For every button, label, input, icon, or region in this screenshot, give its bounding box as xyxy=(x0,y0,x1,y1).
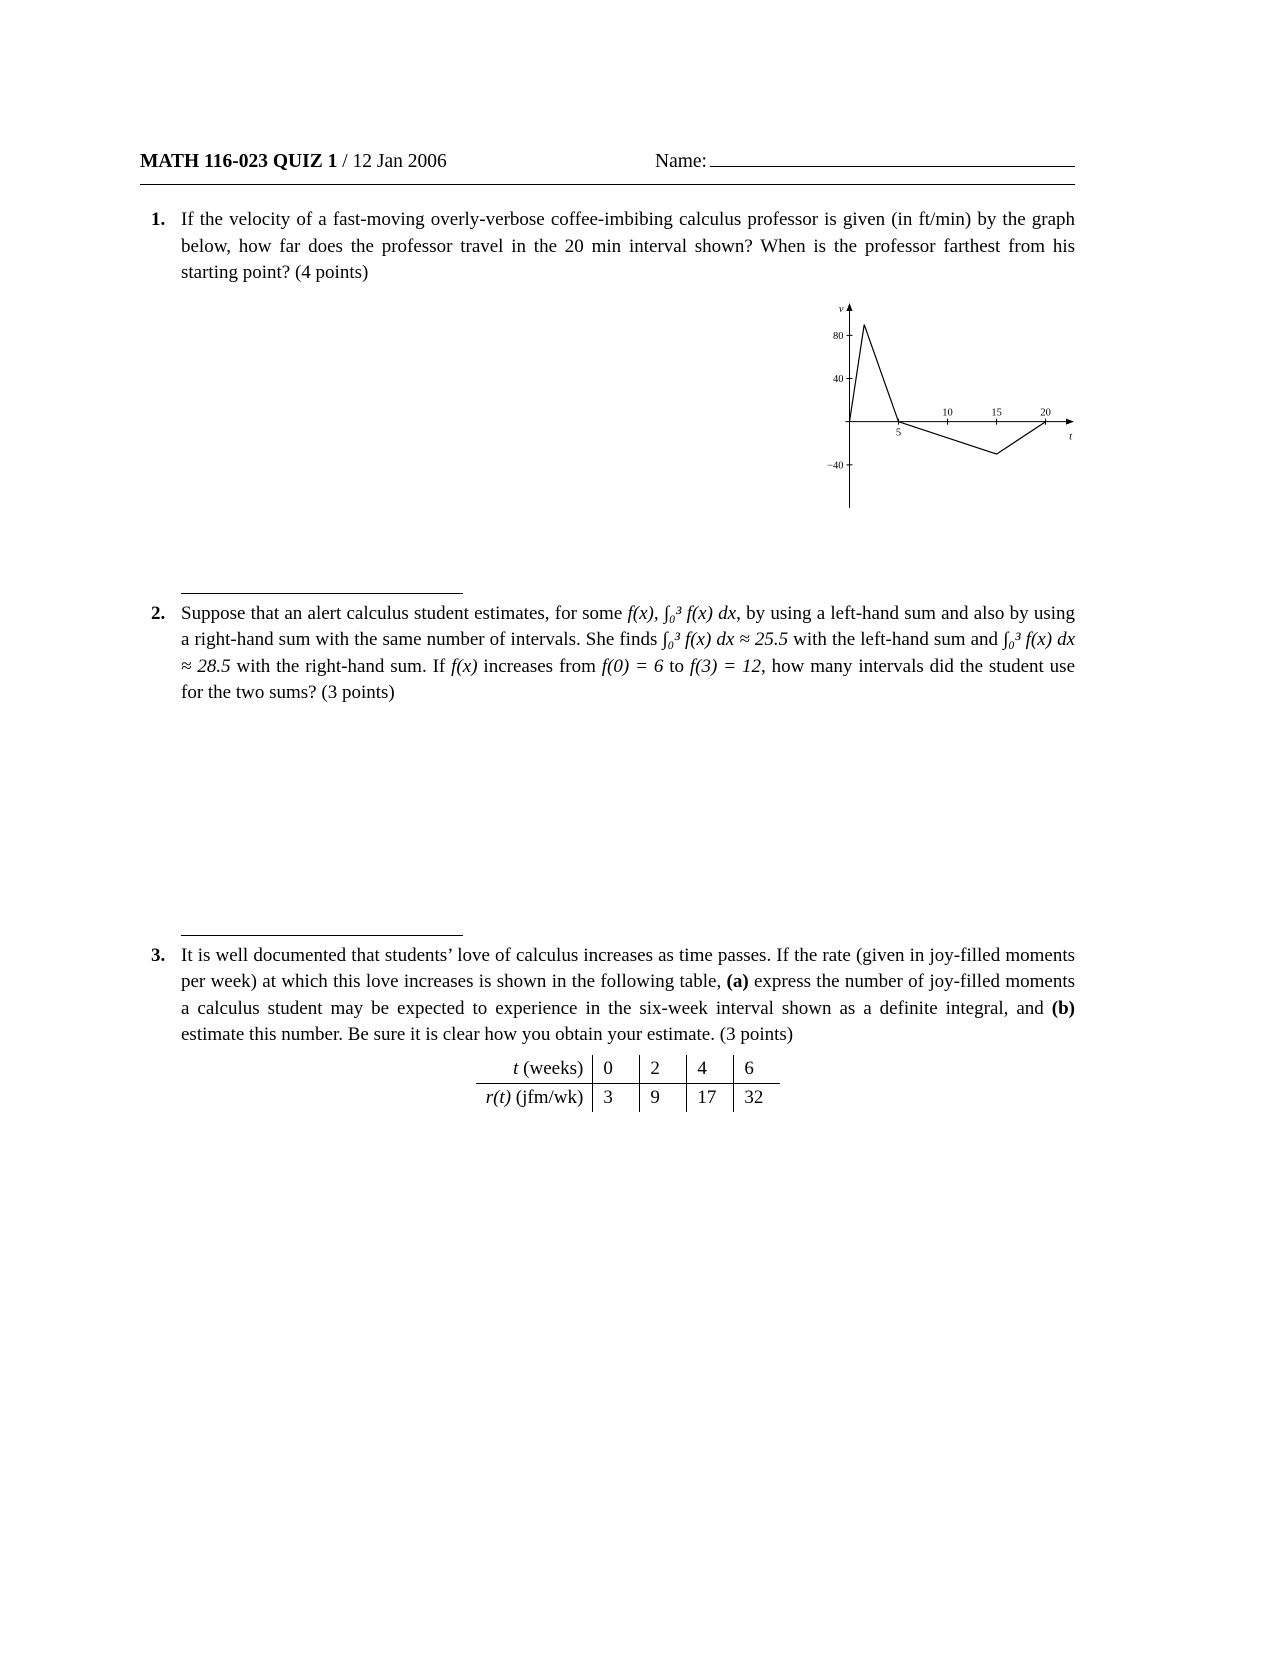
svg-text:−40: −40 xyxy=(827,460,844,472)
rate-table-row-r xyxy=(476,1083,781,1112)
p2-math-f0: f(0) = 6 xyxy=(601,655,664,677)
rate-table-cell: 4 xyxy=(687,1055,734,1084)
p2-math-right-sum: ∫₀³ f(x) dx ≈ 28.5 xyxy=(181,629,1076,677)
rate-table-cell: 17 xyxy=(687,1083,734,1112)
header-rule xyxy=(140,184,1075,185)
problem-2-number: 2. xyxy=(151,602,166,624)
answer-blank-2 xyxy=(181,935,463,936)
problem-3-number: 3. xyxy=(151,944,166,966)
rate-table-cell: 3 xyxy=(593,1083,640,1112)
svg-text:20: 20 xyxy=(1040,407,1051,419)
rate-table xyxy=(476,1055,781,1112)
svg-text:5: 5 xyxy=(895,427,902,439)
problem-1 xyxy=(140,207,1075,508)
rate-table-row-t xyxy=(476,1055,781,1084)
problem-2-text xyxy=(181,601,1075,707)
name-blank-line xyxy=(710,146,1075,167)
p3-seg: estimate this number. Be sure it is clear how you obtain your estimate. (3 points) xyxy=(181,1024,794,1046)
svg-text:80: 80 xyxy=(833,330,844,342)
problem-1-statement: If the velocity of a fast-moving overly-verbose coffee-imbibing calculus professor is given (in ft/min) by the graph below, how far does the professor travel in the 20 min interval shown? When is the professor farthest from his starting point? (4 points) xyxy=(181,209,1075,284)
course-title: MATH 116-023 QUIZ 1 xyxy=(140,151,338,173)
p2-math-fx: f(x) xyxy=(627,602,654,624)
p2-math-f3: f(3) = 12 xyxy=(689,655,761,677)
rate-table-t-label: t (weeks) xyxy=(476,1055,593,1084)
svg-text:40: 40 xyxy=(833,373,844,385)
velocity-graph xyxy=(825,303,1075,508)
svg-text:15: 15 xyxy=(991,407,1002,419)
rate-table-wrap xyxy=(181,1055,1075,1112)
svg-text:v: v xyxy=(838,303,844,315)
p2-math-integral: ∫₀³ f(x) dx xyxy=(663,602,737,624)
p2-seg: , xyxy=(653,602,664,624)
p2-seg: , by using a left-hand sum and also by using a right-hand sum with the same number of intervals. She finds xyxy=(181,602,1075,651)
problem-1-number: 1. xyxy=(151,209,166,231)
problem-3-text xyxy=(181,943,1075,1112)
problem-2 xyxy=(140,601,1075,707)
problem-3 xyxy=(140,943,1075,1112)
rate-table-r-label: r(t) (jfm/wk) xyxy=(485,1086,584,1108)
p2-seg: increases from xyxy=(477,655,602,677)
p3-part-a-label: (a) xyxy=(726,971,749,993)
rate-table-cell: 6 xyxy=(734,1055,781,1084)
velocity-graph-svg xyxy=(825,303,1075,508)
p3-part-b-label: (b) xyxy=(1051,997,1075,1019)
rate-table-cell: 32 xyxy=(734,1083,781,1112)
p3-seg: It is well documented that students’ love of calculus increases as time passes. If the rate (given in joy-filled moments per week) at which this love increases is shown in the following table, xyxy=(181,944,1075,993)
svg-text:t: t xyxy=(1069,431,1072,443)
p2-seg: with the right-hand sum. If xyxy=(230,655,452,677)
rate-table-cell: 2 xyxy=(640,1055,687,1084)
answer-blank-1 xyxy=(181,593,463,594)
svg-text:10: 10 xyxy=(942,407,953,419)
problem-1-text xyxy=(181,207,1075,508)
name-field-group xyxy=(655,146,1075,174)
rate-table-cell: 9 xyxy=(640,1083,687,1112)
p3-seg: express the number of joy-filled moments a calculus student may be expected to experience in the six-week interval shown as a definite integral, and xyxy=(181,971,1075,1019)
p2-math-fx: f(x) xyxy=(451,655,478,677)
name-label: Name: xyxy=(655,151,707,173)
quiz-date: / 12 Jan 2006 xyxy=(337,151,447,173)
p2-seg: to xyxy=(663,655,690,677)
p2-math-left-sum: ∫₀³ f(x) dx ≈ 25.5 xyxy=(662,629,789,651)
p2-seg: , how many intervals did the student use for the two sums? (3 points) xyxy=(181,655,1076,704)
p2-seg: Suppose that an alert calculus student estimates, for some xyxy=(181,602,628,624)
p2-seg: with the left-hand sum and xyxy=(788,629,1004,651)
rate-table-cell: 0 xyxy=(593,1055,640,1084)
header xyxy=(140,146,1075,174)
